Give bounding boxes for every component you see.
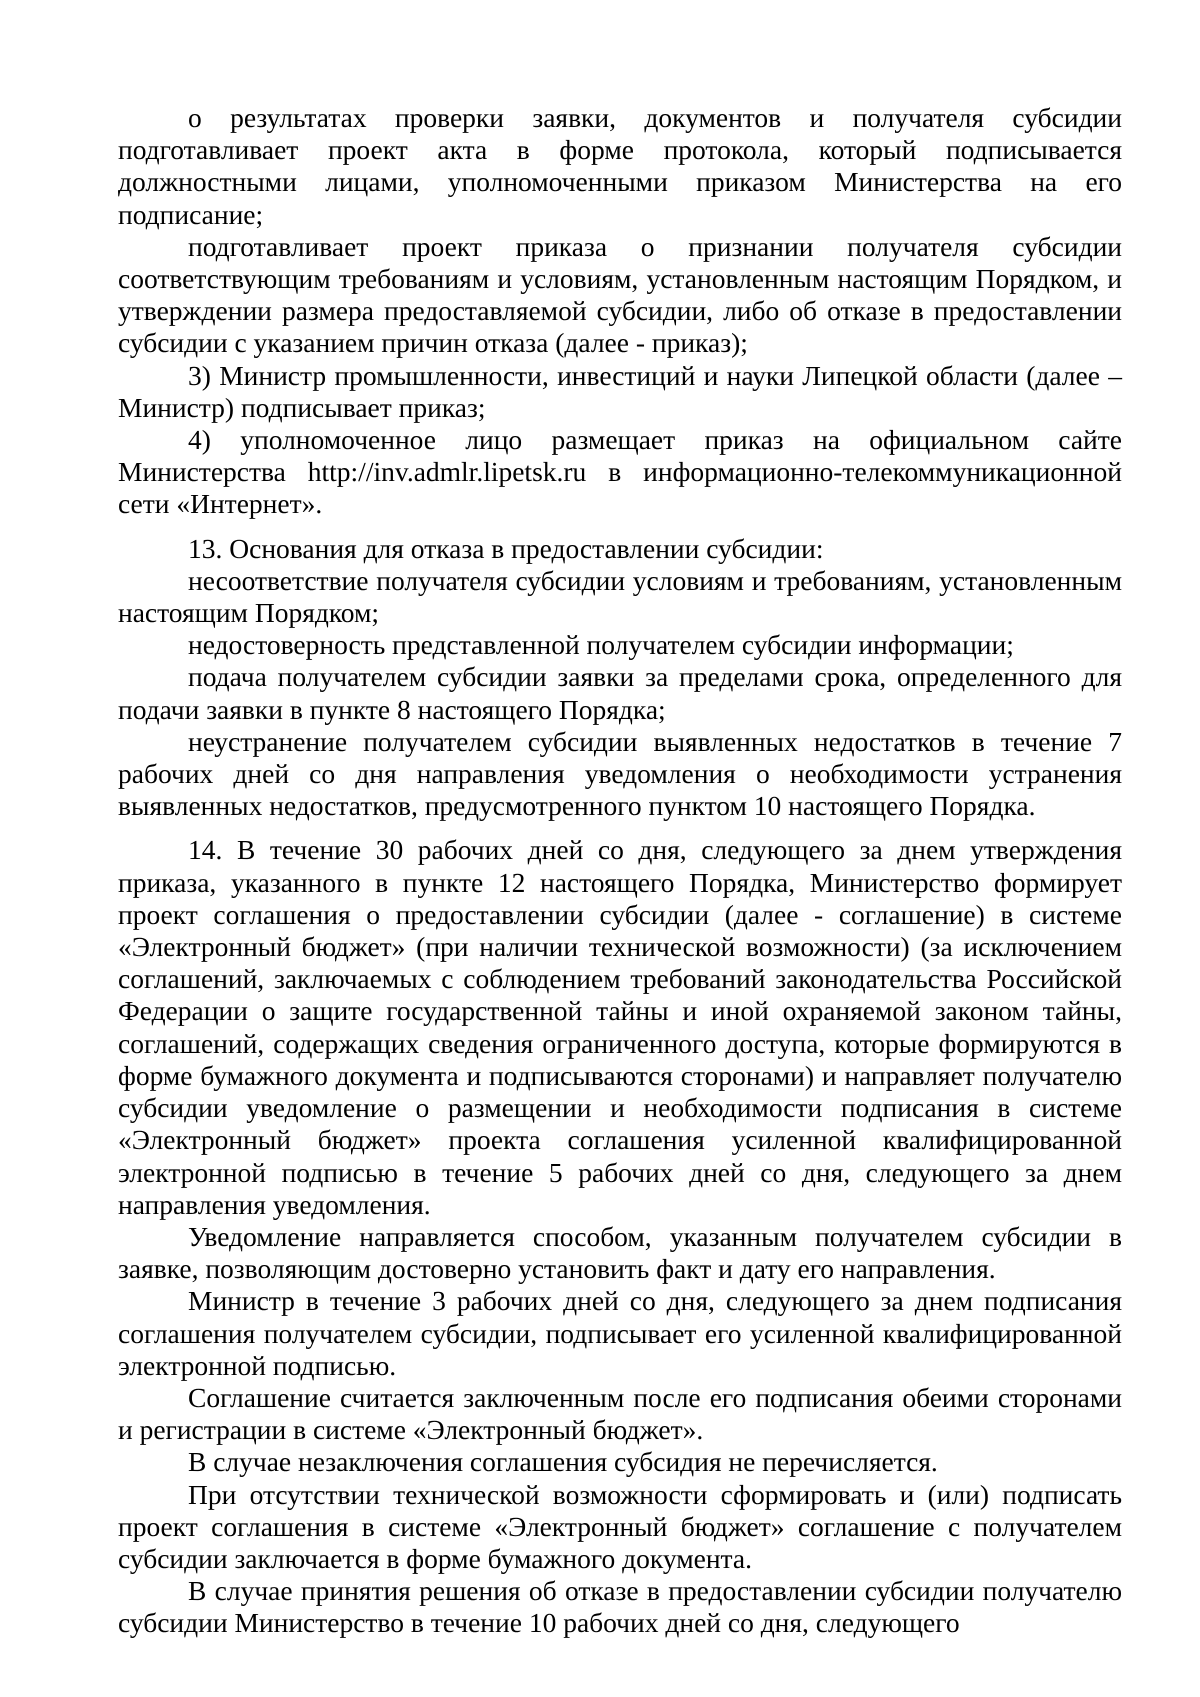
paragraph-gap: [118, 521, 1122, 533]
paragraph-13-item-d: неустранение получателем субсидии выявленных недостатков в течение 7 рабочих дней со дня направления уведомления о необходимости устранения выявленных недостатков, предусмотренного пунктом 10 настоящего Порядка.: [118, 725, 1122, 822]
document-page: [118, 102, 1122, 1640]
paragraph-13-item-b: недостоверность представленной получателем субсидии информации;: [188, 629, 1014, 661]
paragraph-14-paper: При отсутствии технической возможности сформировать и (или) подписать проект соглашения в системе «Электронный бюджет» соглашение с получателем субсидии заключается в форме бумажного документа.: [118, 1478, 1122, 1574]
paragraph-14-notice: Уведомление направляется способом, указанным получателем субсидии в заявке, позволяющим достоверно установить факт и дату его направления.: [118, 1220, 1122, 1285]
paragraph-13-heading: 13. Основания для отказа в предоставлении субсидии:: [188, 532, 824, 564]
paragraph-13-item-c: подача получателем субсидии заявки за пределами срока, определенного для подачи заявки в пункте 8 настоящего Порядка;: [118, 661, 1122, 725]
paragraph-item-3: 3) Министр промышленности, инвестиций и науки Липецкой области (далее – Министр) подписывает приказ;: [118, 359, 1122, 423]
paragraph-14-minister: Министр в течение 3 рабочих дней со дня, следующего за днем подписания соглашения получателем субсидии, подписывает его усиленной квалифицированной электронной подписью.: [118, 1285, 1122, 1381]
paragraph-results-protocol: о результатах проверки заявки, документов и получателя субсидии подготавливает проект акта в форме протокола, который подписывается должностными лицами, уполномоченными приказом Министерства на его подписание;: [118, 102, 1122, 230]
paragraph-14: 14. В течение 30 рабочих дней со дня, следующего за днем утверждения приказа, указанного в пункте 12 настоящего Порядка, Министерство формирует проект соглашения о предоставлении субсидии (далее - соглашение) в системе «Электронный бюджет» (при наличии технической возможности) (за исключением соглашений, заключаемых с соблюдением требований законодательства Российской Федерации о защите государственной тайны и иной охраняемой законом тайны, соглашений, содержащих сведения ограниченного доступа, которые формируются в форме бумажного документа и подписываются сторонами) и направляет получателю субсидии уведомление о размещении и необходимости подписания в системе «Электронный бюджет» проекта соглашения усиленной квалифицированной электронной подписью в течение 5 рабочих дней со дня, следующего за днем направления уведомления.: [118, 834, 1122, 1220]
paragraph-gap: [118, 822, 1122, 834]
paragraph-14-refusal: В случае принятия решения об отказе в предоставлении субсидии получателю субсидии Министерство в течение 10 рабочих дней со дня, следующего: [118, 1575, 1122, 1639]
paragraph-item-4: 4) уполномоченное лицо размещает приказ на официальном сайте Министерства http://inv.admlr.lipetsk.ru в информационно-телекоммуникационной сети «Интернет».: [118, 424, 1122, 520]
paragraph-prepare-order: подготавливает проект приказа о признании получателя субсидии соответствующим требованиям и условиям, установленным настоящим Порядком, и утверждении размера предоставляемой субсидии, либо об отказе в предоставлении субсидии с указанием причин отказа (далее - приказ);: [118, 230, 1122, 359]
paragraph-13-item-a: несоответствие получателя субсидии условиям и требованиям, установленным настоящим Порядком;: [118, 564, 1122, 629]
paragraph-14-concluded: Соглашение считается заключенным после его подписания обеими сторонами и регистрации в системе «Электронный бюджет».: [118, 1381, 1122, 1446]
paragraph-14-not-transferred: В случае незаключения соглашения субсидия не перечисляется.: [188, 1446, 938, 1478]
